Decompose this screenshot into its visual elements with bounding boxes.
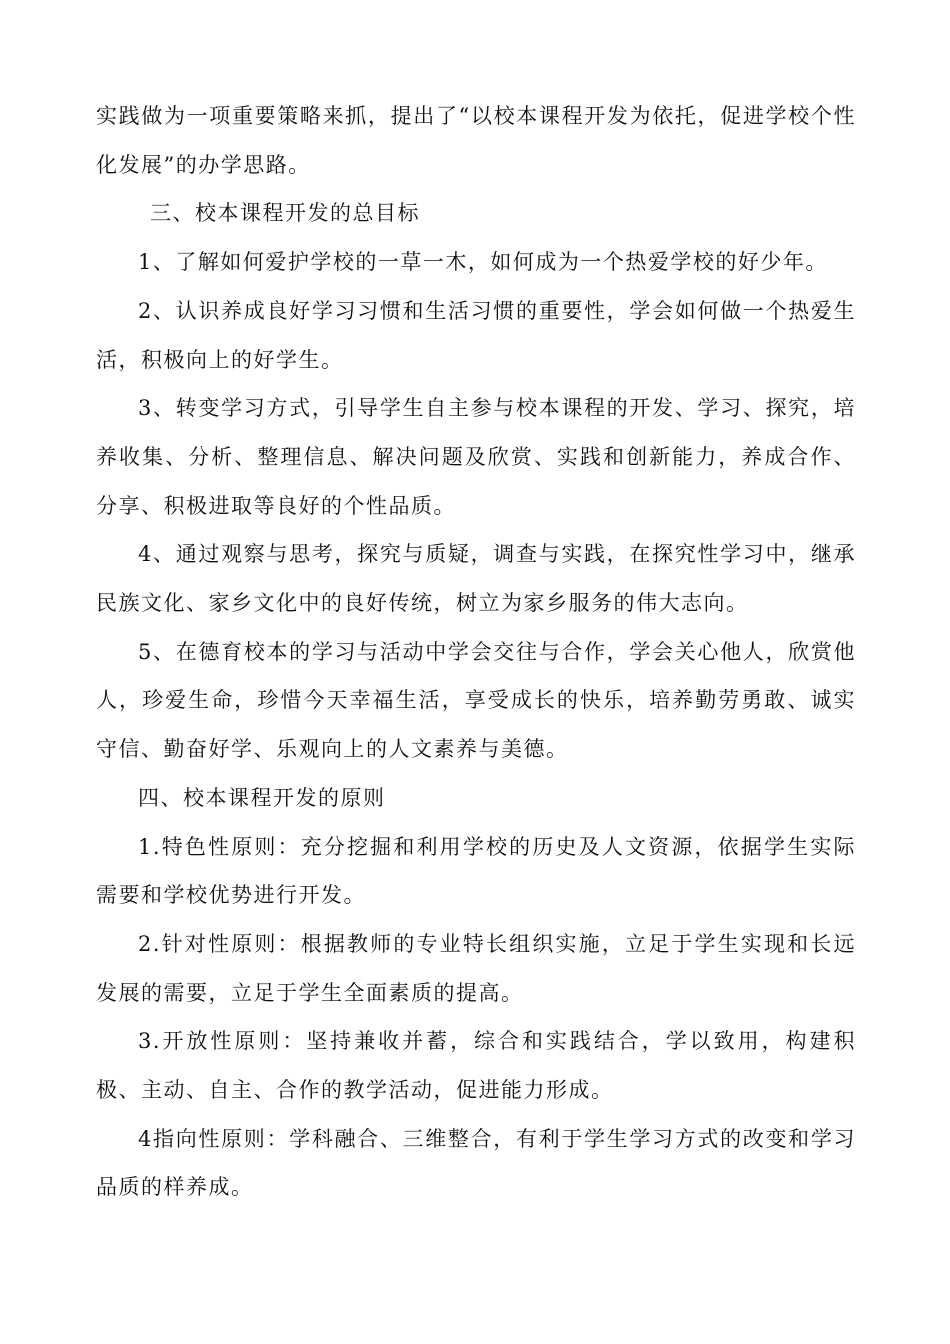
goal-item-5: 5、在德育校本的学习与活动中学会交往与合作，学会关心他人，欣赏他人，珍爱生命，珍惜今天幸福生活，享受成长的快乐，培养勤劳勇敢、诚实守信、勤奋好学、乐观向上的人文素养与美德。 (96, 639, 856, 762)
principle-item-4: 4指向性原则：学科融合、三维整合，有利于学生学习方式的改变和学习品质的样养成。 (96, 1126, 856, 1200)
principle-item-2: 2.针对性原则：根据教师的专业特长组织实施，立足于学生实现和长远发展的需要，立足于学生全面素质的提高。 (96, 931, 856, 1005)
intro-paragraph: 实践做为一项重要策略来抓，提出了“以校本课程开发为依托，促进学校个性化发展”的办学思路。 (96, 104, 856, 177)
section-heading-goals: 三、校本课程开发的总目标 (150, 201, 420, 226)
goal-item-4: 4、通过观察与思考，探究与质疑，调查与实践，在探究性学习中，继承民族文化、家乡文化中的良好传统，树立为家乡服务的伟大志向。 (96, 542, 856, 616)
principle-item-1: 1.特色性原则：充分挖掘和利用学校的历史及人文资源，依据学生实际需要和学校优势进行开发。 (96, 834, 856, 908)
goal-item-1: 1、了解如何爱护学校的一草一木，如何成为一个热爱学校的好少年。 (138, 250, 828, 275)
goal-item-3: 3、转变学习方式，引导学生自主参与校本课程的开发、学习、探究，培养收集、分析、整理信息、解决问题及欣赏、实践和创新能力，养成合作、分享、积极进取等良好的个性品质。 (96, 396, 856, 518)
goal-item-2: 2、认识养成良好学习习惯和生活习惯的重要性，学会如何做一个热爱生活，积极向上的好学生。 (96, 298, 856, 372)
section-heading-principles: 四、校本课程开发的原则 (138, 785, 386, 810)
principle-item-3: 3.开放性原则：坚持兼收并蓄，综合和实践结合，学以致用，构建积极、主动、自主、合作的教学活动，促进能力形成。 (96, 1029, 856, 1103)
document-body (96, 92, 856, 1212)
